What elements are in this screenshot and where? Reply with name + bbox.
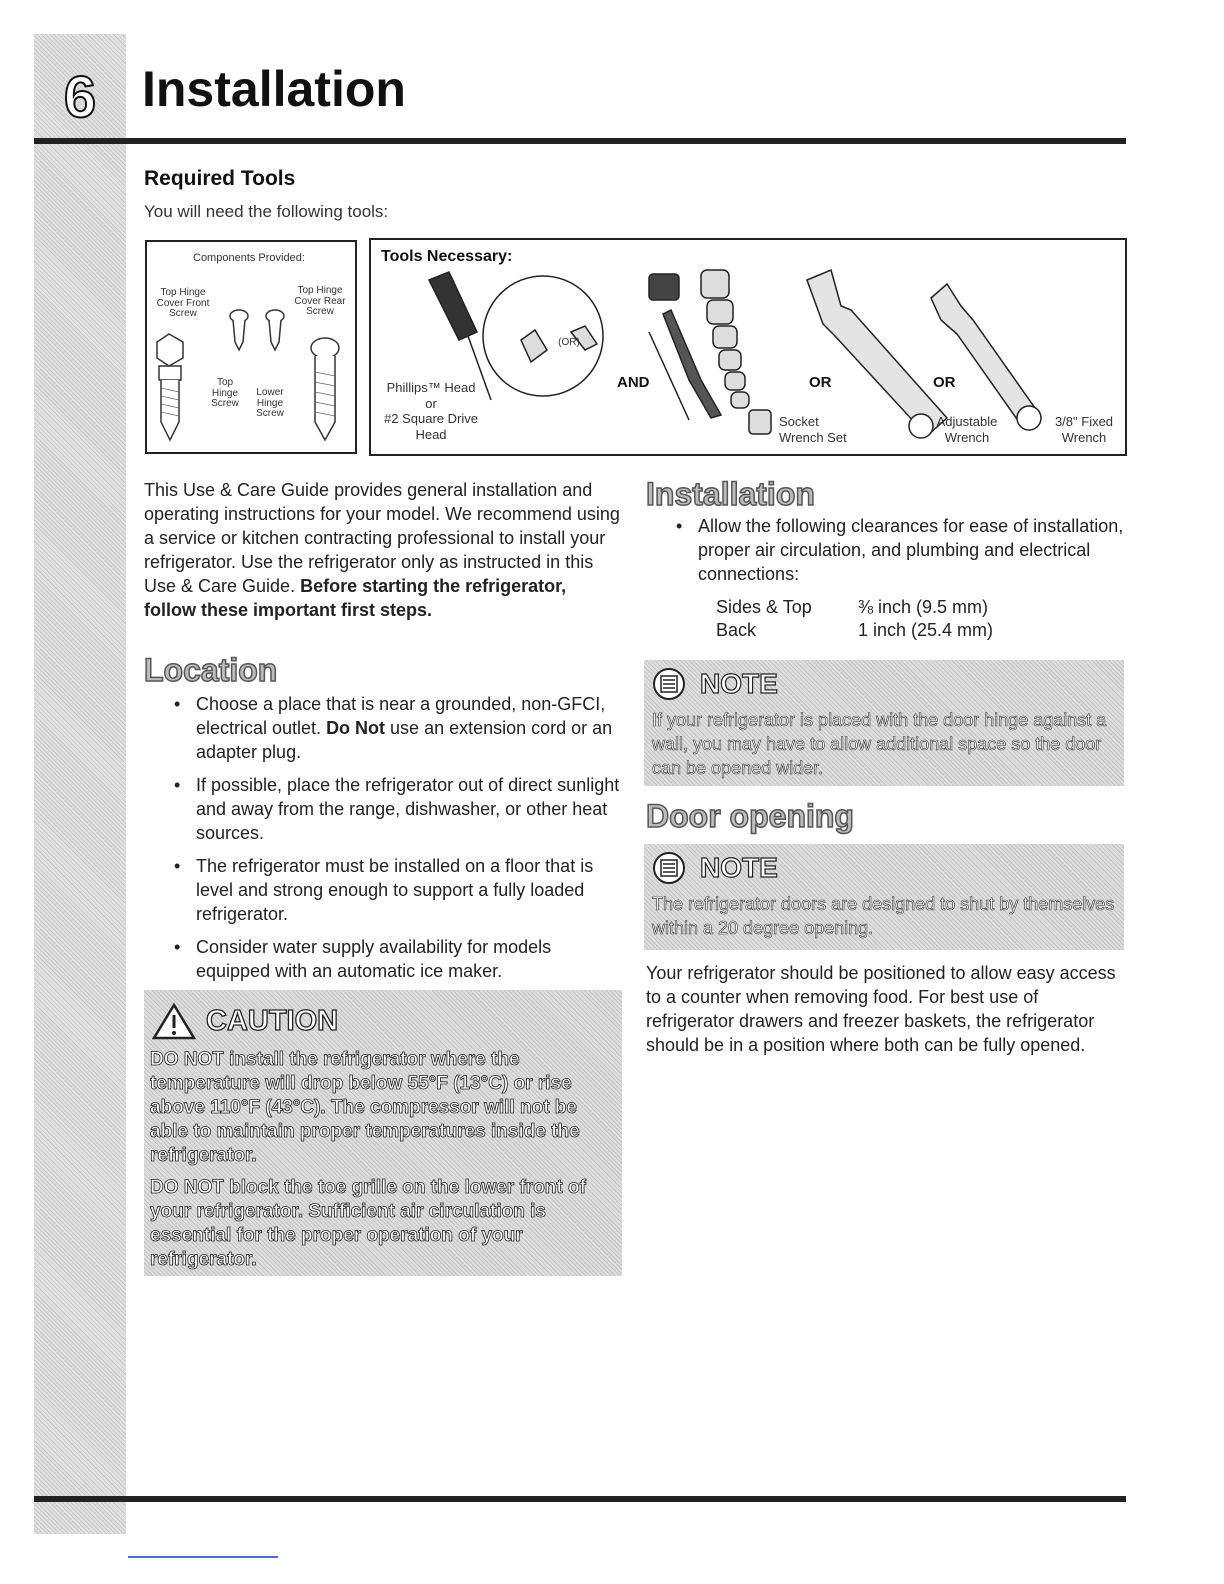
and-label: AND [617,374,650,391]
components-title: Components Provided: [193,252,305,264]
list-item: • The refrigerator must be installed on a floor that is level and strong enough to support a fully loaded refrigerator. [172,854,624,926]
or-label-1: OR [809,374,832,391]
required-tools-subtitle: You will need the following tools: [144,202,389,221]
installation-list [674,514,1124,595]
label-phillips-head: Phillips™ Head or #2 Square Drive Head [384,380,478,442]
or-inset-label: (OR) [558,337,580,348]
required-tools-heading: Required Tools [144,167,296,190]
caution-box [144,990,622,1276]
list-item: • Choose a place that is near a grounded, non-GFCI, electrical outlet. Do Not use an extension cord or an adapter plug. [172,692,624,764]
intro-paragraph: This Use & Care Guide provides general installation and operating instructions for your model. We recommend using a service or kitchen contracting professional to install your refrigerator. Use the refrigerator only as instructed in this Use & Care Guide. Before starting the refrigerator, follow these important first steps. [144,480,620,620]
components-provided-box [145,240,357,454]
top-rule [34,138,1126,144]
tools-necessary-box [369,238,1127,456]
label-top-hinge-cover-rear: Top Hinge Cover Rear Screw [294,285,346,317]
or-label-2: OR [933,374,956,391]
page-title: Installation [142,61,406,117]
label-top-hinge-screw: Top Hinge Screw [211,377,239,409]
label-fixed-wrench: 3/8" Fixed Wrench [1054,414,1114,445]
caution-paragraph-1: DO NOT install the refrigerator where the temperature will drop below 55°F (13°C) or rise above 110°F (43°C). The compressor will not be able to maintain proper temperatures inside the refrigerator. [150,1049,580,1166]
footer-link-line [128,1556,278,1558]
door-opening-paragraph: Your refrigerator should be positioned to allow easy access to a counter when removing food. For best use of refrigerator drawers and freezer baskets, the refrigerator should be in a position where both can be fully opened. [646,963,1116,1055]
bottom-rule [34,1496,1126,1502]
list-item: • Allow the following clearances for ease of installation, proper air circulation, and plumbing and electrical connections: [674,514,1124,586]
clearance-value: ⅜ inch (9.5 mm) [858,597,989,617]
label-top-hinge-cover-front: Top Hinge Cover Front Screw [156,287,210,319]
clearance-label: Back [716,620,757,640]
table-row [716,597,993,620]
note-text: The refrigerator doors are designed to shut by themselves within a 20 degree opening. [652,894,1115,938]
note-title: NOTE [700,852,778,883]
caution-title: CAUTION [206,1004,339,1037]
note-icon [650,850,688,886]
list-item: • If possible, place the refrigerator out of direct sunlight and away from the range, dishwasher, or other heat sources. [172,773,624,845]
door-opening-heading: Door opening [646,798,854,834]
location-heading: Location [144,652,278,688]
location-list [172,692,624,992]
sidebar-band [34,34,126,1534]
note-title: NOTE [700,668,778,699]
chapter-number: 6 [63,65,97,130]
clearance-label: Sides & Top [716,597,812,617]
note-icon [650,666,688,702]
tools-title: Tools Necessary: [381,248,513,265]
table-row [716,620,993,643]
clearance-value: 1 inch (25.4 mm) [858,620,994,640]
label-adjustable-wrench: Adjustable Wrench [936,414,998,445]
note-box-door [644,844,1124,950]
caution-paragraph-2: DO NOT block the toe grille on the lower front of your refrigerator. Sufficient air circulation is essential for the proper operation of your refrigerator. [150,1177,586,1270]
screws-illustration [147,242,355,452]
label-lower-hinge-screw: Lower Hinge Screw [256,387,284,419]
clearances-table [716,597,993,643]
installation-heading: Installation [646,476,815,512]
label-socket-wrench-set: Socket Wrench Set [779,414,847,445]
warning-triangle-icon [152,1002,196,1040]
list-item: • Consider water supply availability for models equipped with an automatic ice maker. [172,935,624,983]
note-box-clearance [644,660,1124,786]
note-text: If your refrigerator is placed with the door hinge against a wall, you may have to allow additional space so the door can be opened wider. [652,710,1107,778]
